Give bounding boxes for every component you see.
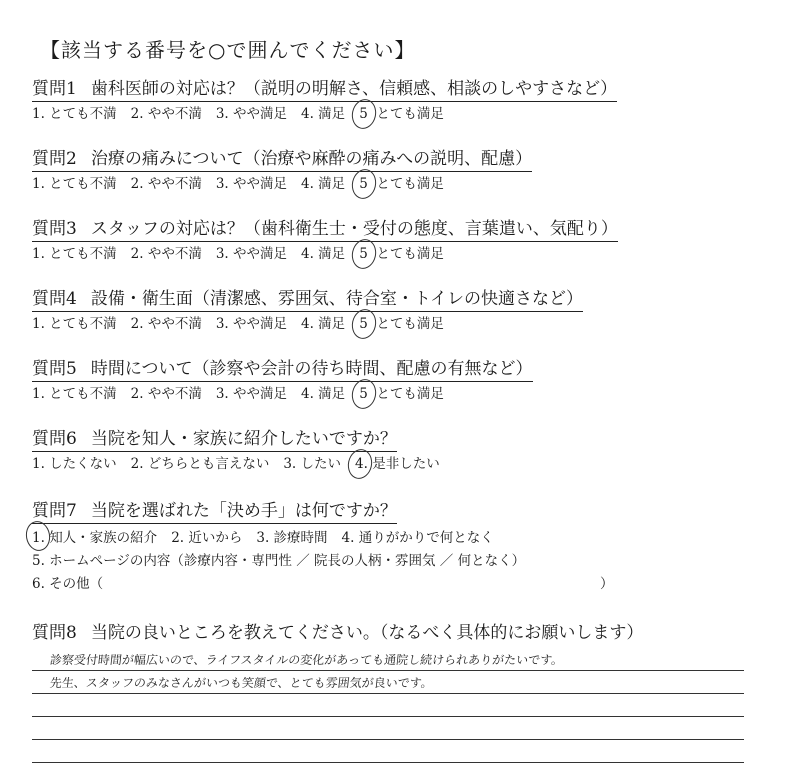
option[interactable]: 3. やや満足 xyxy=(215,106,288,122)
question-text: 当院を選ばれた「決め手」は何ですか？ xyxy=(90,501,397,521)
selected-option[interactable]: 5 xyxy=(359,175,368,194)
selected-option-label: 是非したい xyxy=(372,456,440,472)
option[interactable]: 4. 満足 xyxy=(301,246,346,262)
selected-option-label: とても満足 xyxy=(376,386,444,402)
question-number: 質問7 xyxy=(32,501,77,521)
selected-option[interactable]: 5 xyxy=(359,105,368,124)
question-text: 治療の痛みについて（治療や麻酔の痛みへの説明、配慮） xyxy=(90,149,533,169)
option[interactable]: 2. どちらとも言えない xyxy=(130,456,270,472)
option[interactable]: 2. やや不満 xyxy=(130,176,202,192)
option[interactable]: 2. やや不満 xyxy=(130,246,202,262)
option[interactable]: 1. とても不満 xyxy=(32,246,117,262)
question-text: 歯科医師の対応は？（説明の明解さ、信頼感、相談のしやすさなど） xyxy=(90,79,618,99)
form-header: 【該当する番号を○で囲んでください】 xyxy=(40,38,416,62)
selected-option-label: とても満足 xyxy=(376,176,444,192)
option[interactable]: 2. やや不満 xyxy=(130,386,202,402)
option[interactable]: 3. やや満足 xyxy=(215,386,288,402)
question-8 xyxy=(32,622,752,645)
question-2 xyxy=(32,148,672,194)
question-number: 質問2 xyxy=(32,149,77,169)
option[interactable]: 4. 満足 xyxy=(301,106,346,122)
option[interactable]: 1. とても不満 xyxy=(32,176,117,192)
answer-line[interactable] xyxy=(32,671,744,694)
question-text: 当院の良いところを教えてください。（なるべく具体的にお願いします） xyxy=(90,623,644,643)
question-text: スタッフの対応は？（歯科衛生士・受付の態度、言葉遣い、気配り） xyxy=(90,219,618,239)
question-number: 質問1 xyxy=(32,79,77,99)
option-other[interactable]: 6. その他（ xyxy=(32,576,104,592)
question-4 xyxy=(32,288,672,334)
answer-line[interactable] xyxy=(32,740,744,763)
option[interactable]: 4. 満足 xyxy=(301,386,346,402)
option[interactable]: 1. とても不満 xyxy=(32,386,117,402)
option[interactable]: 3. 診療時間 xyxy=(256,530,328,546)
option[interactable]: 3. やや満足 xyxy=(215,316,288,332)
option[interactable]: 2. 近いから xyxy=(171,530,243,546)
option-other-close: ） xyxy=(600,576,614,592)
answer-lines xyxy=(32,648,744,763)
question-text: 設備・衛生面（清潔感、雰囲気、待合室・トイレの快適さなど） xyxy=(90,289,583,309)
selected-option-label: とても満足 xyxy=(376,106,444,122)
question-text: 時間について（診察や会計の待ち時間、配慮の有無など） xyxy=(90,359,533,379)
selected-option-label: とても満足 xyxy=(376,316,444,332)
answer-line[interactable] xyxy=(32,648,744,671)
option[interactable]: 1. したくない xyxy=(32,456,117,472)
handwritten-answer: 診察受付時間が幅広いので、ライフスタイルの変化があっても通院し続けられありがたいです。 xyxy=(49,653,564,667)
question-number: 質問5 xyxy=(32,359,77,379)
question-3 xyxy=(32,218,672,264)
question-number: 質問3 xyxy=(32,219,77,239)
selected-option[interactable]: 5 xyxy=(359,385,368,404)
answer-line[interactable] xyxy=(32,717,744,740)
option[interactable]: 5. ホームページの内容（診療内容・専門性 ／ 院長の人柄・雰囲気 ／ 何となく） xyxy=(32,553,526,569)
question-7 xyxy=(32,500,632,596)
selected-option[interactable]: 4. xyxy=(355,455,368,474)
option[interactable]: 2. やや不満 xyxy=(130,316,202,332)
selected-option[interactable]: 1. xyxy=(32,527,45,550)
option[interactable]: 2. やや不満 xyxy=(130,106,202,122)
question-1 xyxy=(32,78,672,124)
selected-option[interactable]: 5 xyxy=(359,245,368,264)
selected-option[interactable]: 5 xyxy=(359,315,368,334)
option[interactable]: 3. やや満足 xyxy=(215,246,288,262)
selected-option-label: とても満足 xyxy=(376,246,444,262)
question-6 xyxy=(32,428,672,474)
question-number: 質問8 xyxy=(32,623,77,643)
answer-line[interactable] xyxy=(32,694,744,717)
option[interactable]: 3. したい xyxy=(283,456,342,472)
option[interactable]: 1. とても不満 xyxy=(32,106,117,122)
question-5 xyxy=(32,358,672,404)
selected-option-label: 知人・家族の紹介 xyxy=(49,530,158,546)
handwritten-answer: 先生、スタッフのみなさんがいつも笑顔で、とても雰囲気が良いです。 xyxy=(49,676,434,690)
question-text: 当院を知人・家族に紹介したいですか？ xyxy=(90,429,397,449)
option[interactable]: 4. 通りがかりで何となく xyxy=(341,530,494,546)
option[interactable]: 4. 満足 xyxy=(301,176,346,192)
option[interactable]: 3. やや満足 xyxy=(215,176,288,192)
option[interactable]: 4. 満足 xyxy=(301,316,346,332)
question-number: 質問6 xyxy=(32,429,77,449)
question-number: 質問4 xyxy=(32,289,77,309)
option[interactable]: 1. とても不満 xyxy=(32,316,117,332)
